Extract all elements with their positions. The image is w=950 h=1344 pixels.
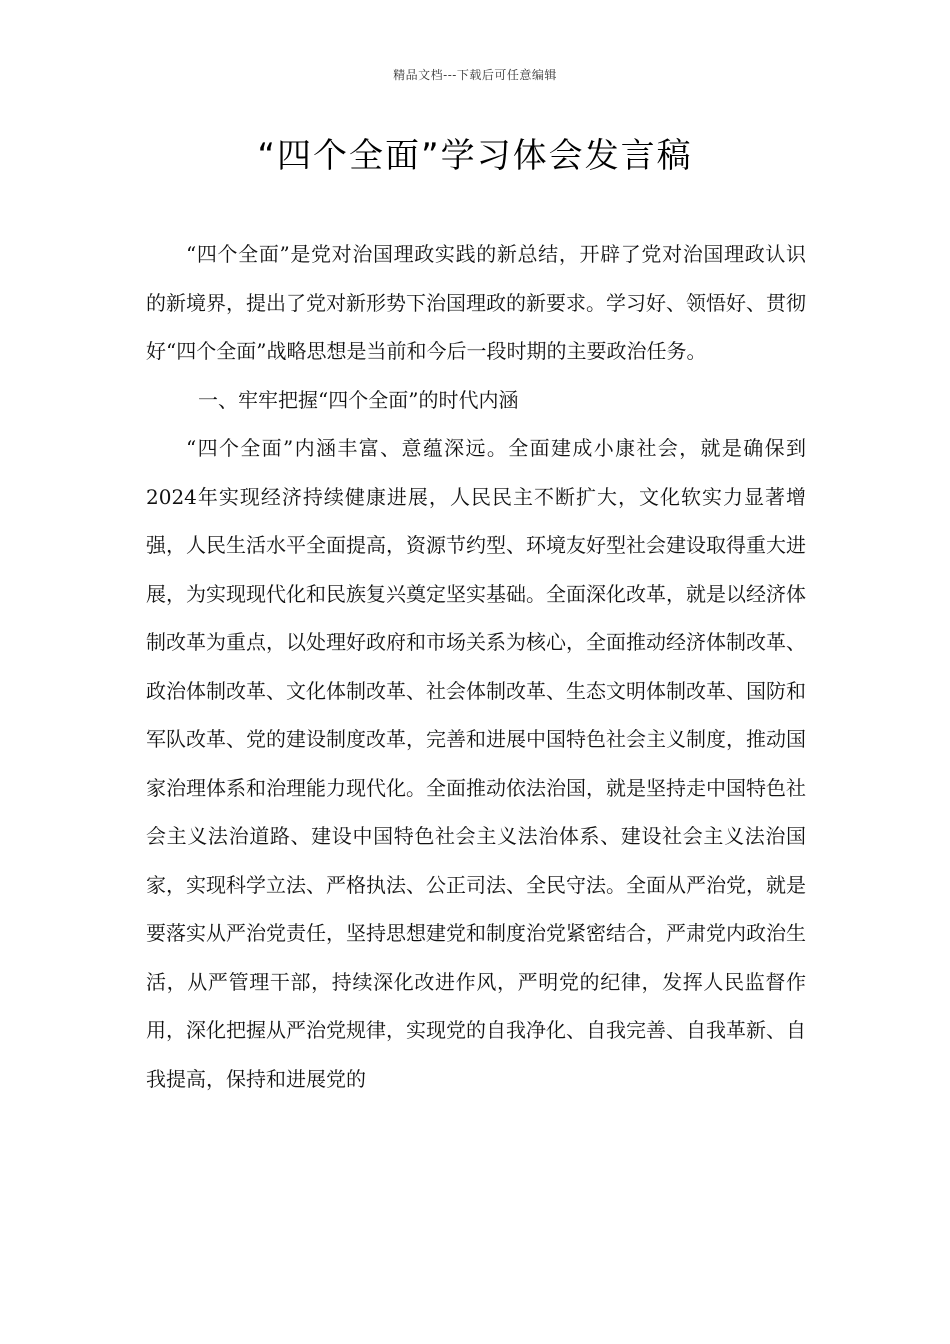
header-note: 精品文档---下载后可任意编辑 [393, 68, 557, 82]
intro-paragraph: “四个全面”是党对治国理政实践的新总结，开辟了党对治国理政认识的新境界，提出了党对新形势下治国理政的新要求。学习好、领悟好、贯彻好“四个全面”战略思想是当前和今后一段时期的主要政治任务。 [146, 242, 806, 363]
section-heading: 一、牢牢把握“四个全面”的时代内涵 [198, 387, 519, 412]
document-body [146, 230, 806, 1103]
document-title: “四个全面”学习体会发言稿 [257, 136, 693, 176]
body-paragraph: “四个全面”内涵丰富、意蕴深远。全面建成小康社会，就是确保到2024年实现经济持续健康进展，人民民主不断扩大，文化软实力显著增强，人民生活水平全面提高，资源节约型、环境友好型社会建设取得重大进展，为实现现代化和民族复兴奠定坚实基础。全面深化改革，就是以经济体制改革为重点，以处理好政府和市场关系为核心，全面推动经济体制改革、政治体制改革、文化体制改革、社会体制改革、生态文明体制改革、国防和军队改革、党的建设制度改革，完善和进展中国特色社会主义制度，推动国家治理体系和治理能力现代化。全面推动依法治国，就是坚持走中国特色社会主义法治道路、建设中国特色社会主义法治体系、建设社会主义法治国家，实现科学立法、严格执法、公正司法、全民守法。全面从严治党，就是要落实从严治党责任，坚持思想建党和制度治党紧密结合，严肃党内政治生活，从严管理干部，持续深化改进作风，严明党的纪律，发挥人民监督作用，深化把握从严治党规律，实现党的自我净化、自我完善、自我革新、自我提高，保持和进展党的 [146, 436, 806, 1091]
